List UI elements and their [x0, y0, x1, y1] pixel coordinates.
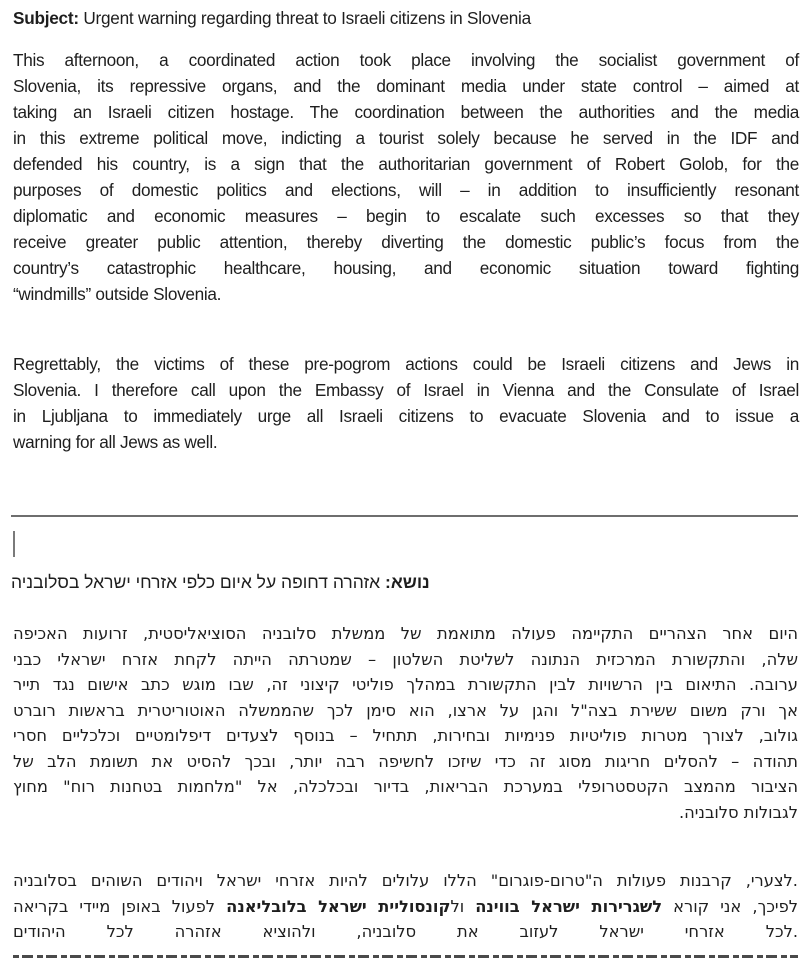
text-cursor[interactable] [13, 531, 15, 557]
horizontal-divider [11, 515, 798, 517]
text-line: שלה, והתקשורת המרכזית הנתונה לשליטת השלטון – שמטרתה הייתה לקחת אזרח ישראלי כבני [13, 649, 798, 669]
text-line: Slovenia, its repressive organs, and the dominant media under state control – aimed at [13, 76, 799, 96]
text-line: הציבור מהמצב הקטסטרופלי במערכת הבריאות, בדיור ובכלכלה, אל "מלחמות בטחנות רוח" מחוץ [13, 777, 798, 796]
text-line: purposes of domestic politics and elections, will – in addition to insufficiently resonant [13, 180, 799, 200]
text-segment: ול [450, 896, 476, 916]
hebrew-subject-text: אזהרה דחופה על איום כלפי אזרחי ישראל בסלובניה [11, 572, 386, 592]
bold-consulate-name: קונסוליית ישראל בלובליאנה [226, 896, 451, 916]
text-line: “windmills” outside Slovenia. [13, 284, 222, 304]
hebrew-paragraph-2 [13, 868, 798, 945]
hebrew-subject-line [11, 570, 430, 594]
text-line: היום אחר הצהריים התקיימה פעולה מתואמת של ממשלת סלובניה הסוציאליסטית, זרועות האכיפה [13, 624, 798, 643]
english-subject-text: Urgent warning regarding threat to Israeli citizens in Slovenia [78, 8, 531, 28]
english-paragraph-2 [13, 351, 799, 455]
text-line: לגבולות סלובניה. [678, 802, 798, 822]
text-line: in this extreme political move, indicting a tourist solely because he served in the IDF and [13, 128, 799, 148]
text-line: אך ורק משום ששירת בצה"ל והגן על ארצו, הוא סימן לכך שהממשלה האוטוריטרית בראשות רוברט [13, 700, 798, 720]
text-line: country’s catastrophic healthcare, housing, and economic situation toward fighting [13, 258, 799, 278]
text-line: warning for all Jews as well. [13, 432, 218, 452]
text-line: .לכל אזרחי ישראל לעזוב את סלובניה, ולהוציא אזהרה לכל היהודים [13, 922, 798, 941]
english-subject-label: Subject: [13, 8, 79, 28]
text-line: גולוב, לצורך מטרות פוליטיות פנימיות ובחירות, תתחיל – בנוסף לצעדים דיפלומטיים וכלכליים חסרי [13, 726, 798, 745]
text-line: Slovenia. I therefore call upon the Embassy of Israel in Vienna and the Consulate of Israel [13, 380, 799, 400]
english-paragraph-1 [13, 47, 799, 307]
text-line: Regrettably, the victims of these pre-pogrom actions could be Israeli citizens and Jews in [13, 354, 799, 374]
english-subject-line [13, 7, 531, 29]
text-line: ערובה. התיאום בין הרשויות לבין התקשורת במהלך פוליטי קיצוני זה, שבו מוגש כתב אישום נגד תייר [13, 675, 798, 694]
bold-embassy-name: לשגרירות ישראל בווינה [475, 896, 663, 916]
text-line: This afternoon, a coordinated action took place involving the socialist government of [13, 50, 799, 70]
text-line: taking an Israeli citizen hostage. The coordination between the authorities and the media [13, 102, 799, 122]
text-line: in Ljubljana to immediately urge all Israeli citizens to evacuate Slovenia and to issue a [13, 406, 799, 426]
text-segment: לפיכך, אני קורא [662, 896, 798, 916]
hebrew-paragraph-1 [13, 621, 798, 825]
text-line: defended his country, is a sign that the authoritarian government of Robert Golob, for the [13, 154, 799, 174]
text-segment: לפעול באופן מיידי בקריאה [13, 896, 227, 916]
text-line-with-bold [13, 894, 798, 920]
hebrew-subject-label: נושא: [385, 572, 430, 592]
text-line: diplomatic and economic measures – begin to escalate such excesses so that they [13, 206, 799, 226]
text-line: תהודה – להסלים חריגות מסוג זה כדי שיזכו לחשיפה רבה יותר, ובכך להסיט את תשומת הלב של [13, 751, 798, 771]
text-line: receive greater public attention, thereby diverting the domestic public’s focus from the [13, 232, 799, 252]
text-line: .לצערי, קרבנות פעולות ה"טרום-פוגרום" הללו עלולים להיות אזרחי ישראל ויהודים השוהים בסלובניה [13, 871, 798, 890]
cut-off-text-line [13, 952, 798, 962]
